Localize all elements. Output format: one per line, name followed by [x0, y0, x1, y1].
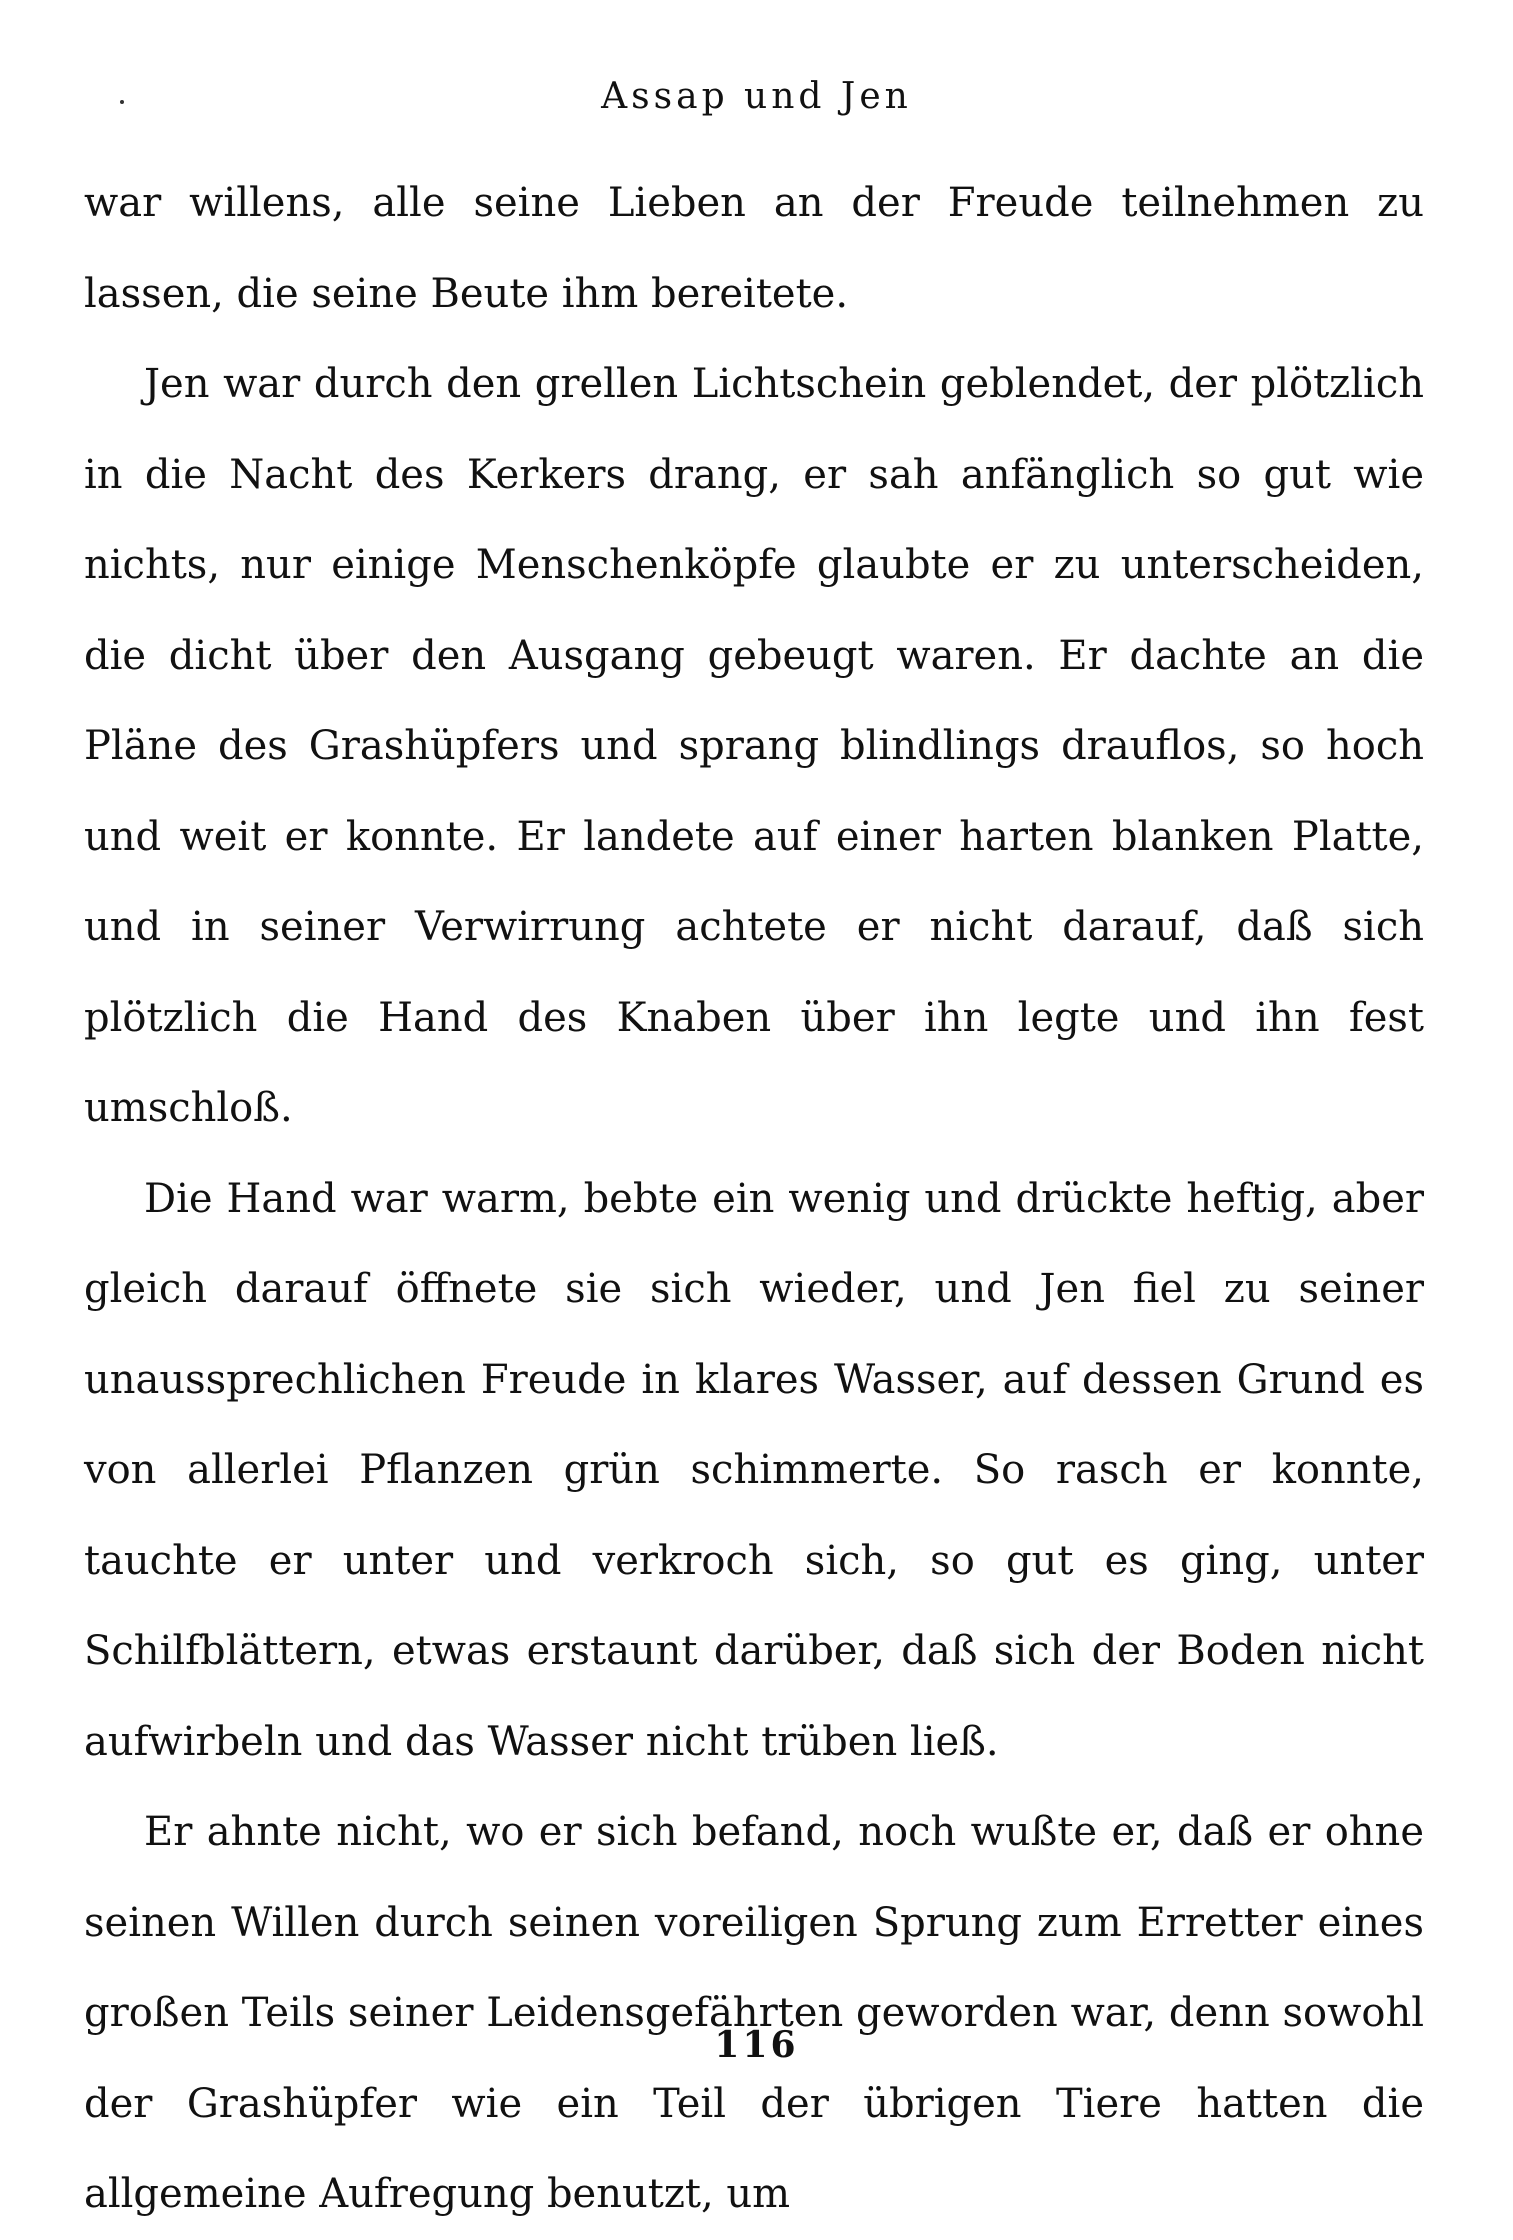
paragraph: Die Hand war warm, bebte ein wenig und drückte heftig, aber gleich darauf öffnete sie sich wieder, und Jen fiel zu seiner unaussprechlichen Freude in klares Wasser, auf dessen Grund es von allerlei Pflanzen grün schimmerte. So rasch er konnte, tauchte er unter und verkroch sich, so gut es ging, unter Schilfblättern, etwas erstaunt darüber, daß sich der Boden nicht aufwirbeln und das Wasser nicht trüben ließ. — [84, 1175, 1424, 1765]
paragraph-continuation: war willens, alle seine Lieben an der Freude teilnehmen zu lassen, die seine Beute ihm bereitete. — [84, 180, 1424, 317]
page-number: 116 — [714, 2024, 799, 2066]
body-text — [84, 158, 1424, 2240]
running-head: Assap und Jen — [601, 76, 912, 117]
paragraph: Jen war durch den grellen Lichtschein geblendet, der plötzlich in die Nacht des Kerkers drang, er sah anfänglich so gut wie nichts, nur einige Menschenköpfe glaubte er zu unterscheiden, die dicht über den Ausgang gebeugt waren. Er dachte an die Pläne des Grashüpfers und sprang blindlings drauflos, so hoch und weit er konnte. Er landete auf einer harten blanken Platte, und in seiner Verwirrung achtete er nicht darauf, daß sich plötzlich die Hand des Knaben über ihn legte und ihn fest umschloß. — [84, 361, 1424, 1131]
paragraph: Er ahnte nicht, wo er sich befand, noch wußte er, daß er ohne seinen Willen durch seinen voreiligen Sprung zum Erretter eines großen Teils seiner Leidensgefährten geworden war, denn sowohl der Grashüpfer wie ein Teil der übrigen Tiere hatten die allgemeine Aufregung benutzt, um — [84, 1809, 1424, 2217]
